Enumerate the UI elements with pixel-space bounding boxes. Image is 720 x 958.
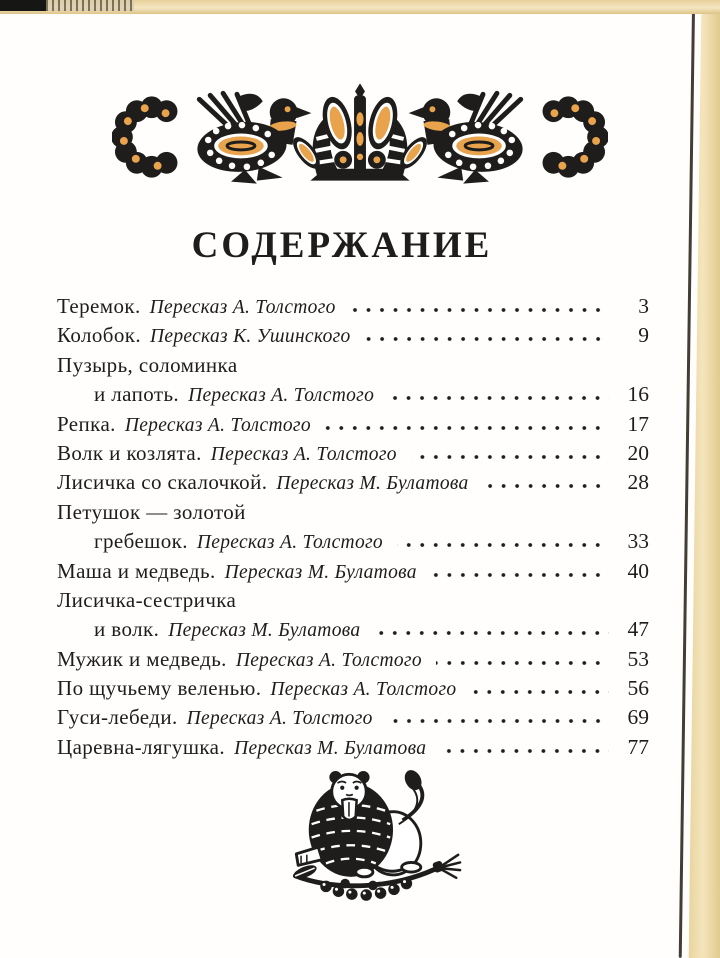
story-title: Маша и медведь. [57,558,216,583]
story-title: и лапоть. [94,382,180,407]
story-title: Пузырь, соломинка [57,352,238,377]
table-of-contents [57,294,649,764]
page-number: 77 [627,734,649,759]
byline: Пересказ А. Толстого [124,414,311,436]
byline: Пересказ А. Толстого [270,679,457,701]
toc-line [57,676,649,705]
dot-leader [397,543,609,547]
story-title: Лисичка-сестричка [57,587,237,612]
toc-line [57,559,649,588]
dot-leader [470,690,609,694]
page-number: 9 [638,323,649,348]
story-title: Петушок — золотой [57,499,246,524]
page-number: 53 [627,646,649,671]
page-number: 40 [627,558,649,583]
dot-leader [431,573,609,577]
dot-leader [483,484,609,488]
dot-leader [387,719,609,723]
byline: Пересказ М. Булатова [224,561,417,583]
toc-line [57,323,649,352]
toc-line [57,735,649,764]
dot-leader [365,337,609,341]
byline: Пересказ М. Булатова [234,737,427,759]
lion-vignette [280,764,462,914]
dot-leader [325,426,609,430]
toc-line [57,529,649,558]
page-number: 47 [627,617,649,642]
page-stack-edge [46,0,134,11]
page-number: 28 [627,470,649,495]
byline: Пересказ А. Толстого [210,443,397,465]
story-title: Теремок. [57,294,141,318]
folk-birds-ornament [112,82,608,190]
story-title: Мужик и медведь. [57,646,227,671]
toc-line [57,353,649,382]
toc-line [57,617,649,646]
book-cover-corner [0,0,46,11]
story-title: Репка. [57,411,116,436]
byline: Пересказ М. Булатова [168,620,361,642]
lion-vignette-svg [280,764,462,914]
page-number: 17 [627,411,649,436]
story-title: По щучьему веленью. [57,676,262,701]
page-number: 69 [627,705,649,730]
story-title: Царевна-лягушка. [57,734,226,759]
byline: Пересказ А. Толстого [196,532,383,554]
page-number: 56 [627,676,649,701]
folk-birds-ornament-svg [112,82,608,190]
toc-line [57,441,649,470]
dot-leader [374,631,609,635]
story-title: Колобок. [57,323,142,348]
byline: Пересказ А. Толстого [235,649,422,671]
toc-line [57,382,649,411]
dot-leader [388,396,609,400]
toc-line [57,588,649,617]
dot-leader [350,308,609,312]
page-number: 20 [627,440,649,465]
toc-line [57,705,649,734]
story-title: Лисичка со скалочкой. [57,470,268,495]
toc-line [57,412,649,441]
toc-line [57,470,649,499]
page-title: СОДЕРЖАНИЕ [191,225,493,266]
toc-line [57,647,649,676]
story-title: Волк и козлята. [57,440,202,465]
byline: Пересказ А. Толстого [149,297,336,318]
dot-leader [436,661,609,665]
byline: Пересказ К. Ушинского [150,326,351,348]
page-number: 16 [627,382,649,407]
story-title: и волк. [94,617,160,642]
toc-line [57,294,649,323]
byline: Пересказ А. Толстого [186,708,373,730]
dot-leader [411,455,609,459]
byline: Пересказ А. Толстого [188,385,375,407]
page-number: 33 [627,529,649,554]
page-number: 3 [638,294,649,318]
story-title: Гуси-лебеди. [57,705,178,730]
toc-line [57,500,649,529]
story-title: гребешок. [94,529,188,554]
byline: Пересказ М. Булатова [276,473,469,495]
dot-leader [440,749,609,753]
